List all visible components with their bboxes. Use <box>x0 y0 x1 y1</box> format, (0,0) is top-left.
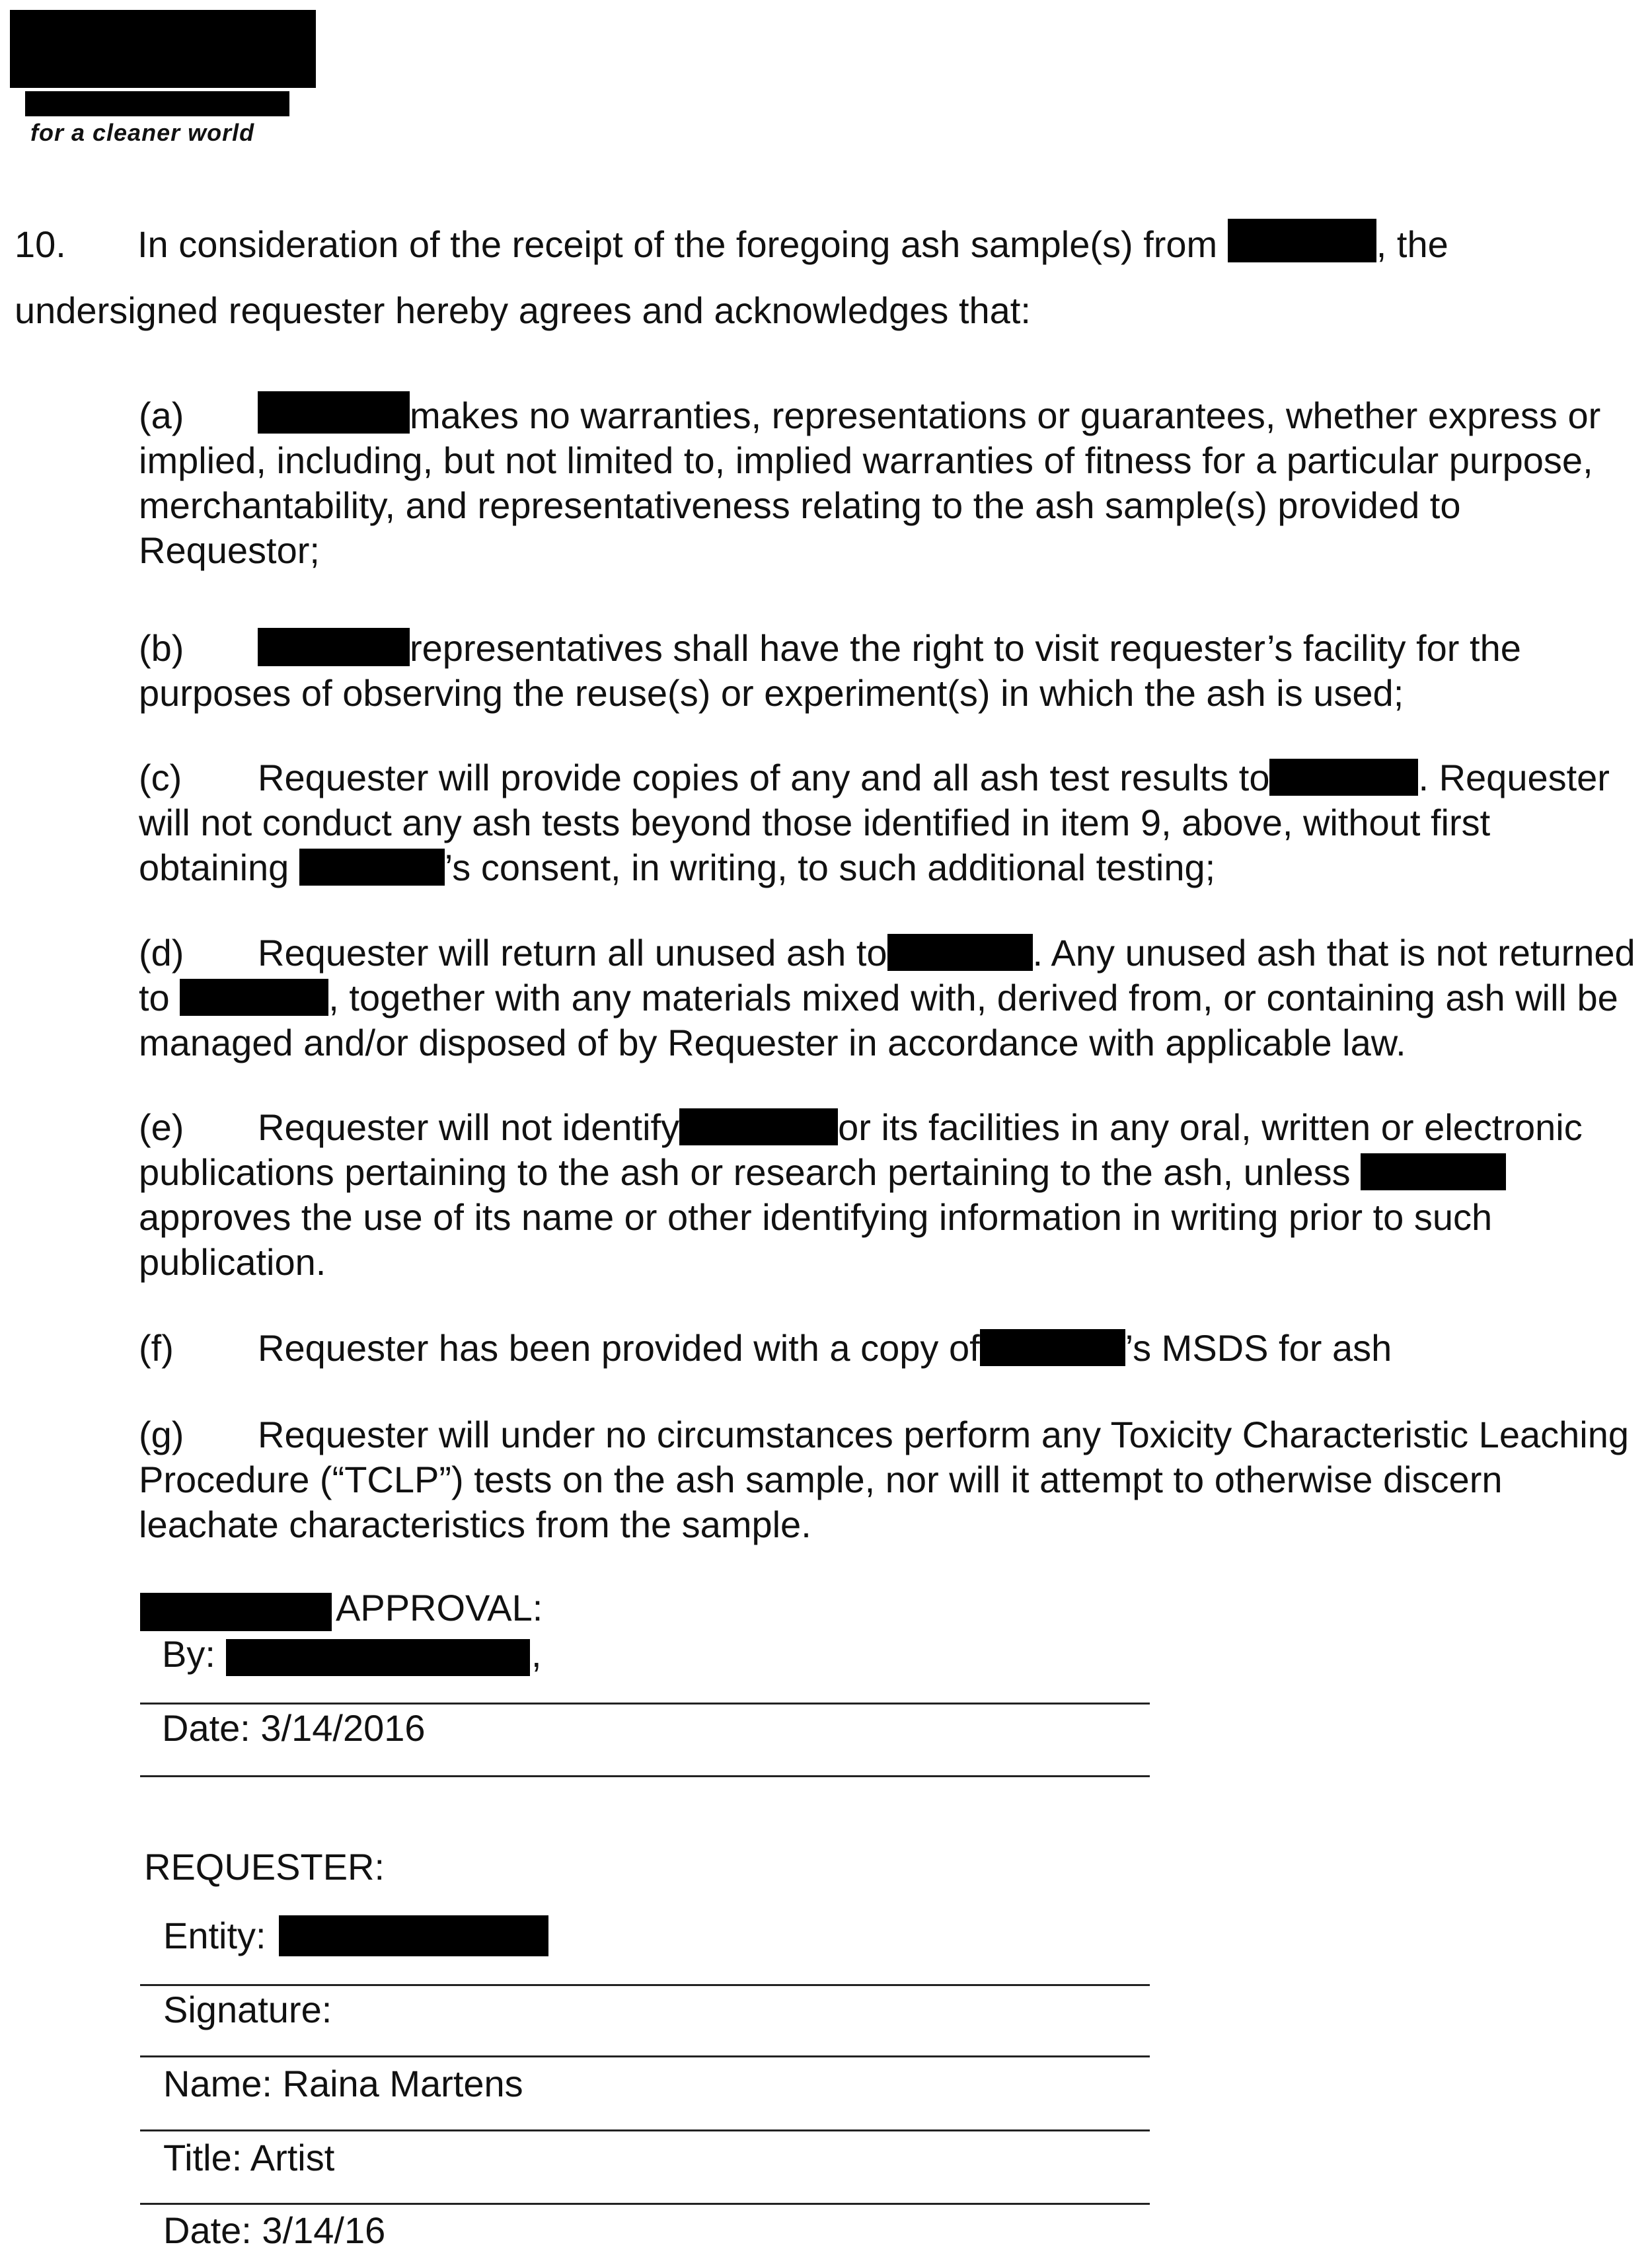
clause-text: Requester will return all unused ash to <box>258 932 887 974</box>
clause-text: Requester will not identify <box>258 1106 680 1148</box>
clause-text: Requester will provide copies of any and all ash test results to <box>258 757 1270 798</box>
clause-f <box>139 1326 1639 1371</box>
approval-by-label: By: <box>162 1633 215 1675</box>
paragraph-number: 10. <box>15 223 66 265</box>
requester-signature-label: Signature: <box>163 1989 332 2030</box>
requester-name <box>163 2062 523 2105</box>
clause-e <box>139 1105 1639 1285</box>
clause-text: or its facilities in any oral, written or electronic publications pertaining to the ash or research pertaining to the ash, unless <box>139 1106 1583 1193</box>
clause-label: (f) <box>139 1327 174 1369</box>
requester-entity-label: Entity: <box>163 1915 266 1956</box>
clause-text: ’s consent, in writing, to such additional testing; <box>444 847 1216 888</box>
clause-text: . Requester will not conduct any ash tests beyond those identified in item 9, above, without first obtaining <box>139 757 1610 888</box>
clause-text: representatives shall have the right to visit requester’s facility for the purposes of observing the reuse(s) or experiment(s) in which the ash is used; <box>139 627 1521 714</box>
redaction <box>1269 759 1418 796</box>
clause-label: (d) <box>139 932 184 974</box>
redaction <box>258 391 410 434</box>
redacted-company-approval <box>140 1593 332 1631</box>
requester-heading: REQUESTER: <box>144 1846 385 1888</box>
requester-signature-line <box>140 2055 1150 2057</box>
requester-title-line <box>140 2203 1150 2205</box>
clause-a <box>139 391 1639 573</box>
redacted-approver-name <box>226 1639 530 1676</box>
paragraph-text-before: In consideration of the receipt of the foregoing ash sample(s) from <box>137 223 1218 265</box>
requester-date <box>163 2209 385 2252</box>
redaction <box>299 849 445 886</box>
redaction <box>180 979 328 1016</box>
redaction <box>1361 1153 1506 1190</box>
requester-name-label: Name: <box>163 2063 272 2104</box>
paragraph-text-after: , the <box>1376 223 1448 265</box>
clause-label: (b) <box>139 627 184 669</box>
redaction <box>980 1329 1125 1366</box>
requester-title-label: Title: <box>163 2137 243 2178</box>
redacted-company-name <box>25 91 289 116</box>
approval-heading: APPROVAL: <box>336 1587 543 1629</box>
approval-date-line <box>140 1775 1150 1777</box>
requester-title-value: Artist <box>250 2137 335 2178</box>
redaction <box>258 628 410 666</box>
clause-c <box>139 755 1639 890</box>
requester-name-line <box>140 2129 1150 2131</box>
clause-text: . Any unused ash that is not returned to <box>139 932 1635 1018</box>
approval-date <box>162 1706 426 1749</box>
requester-date-label: Date: <box>163 2209 252 2251</box>
clause-b <box>139 626 1639 716</box>
redaction <box>1228 219 1376 262</box>
redaction <box>887 934 1033 971</box>
requester-name-value: Raina Martens <box>282 2063 523 2104</box>
clause-label: (g) <box>139 1414 184 1455</box>
clause-text: approves the use of its name or other identifying information in writing prior to such publication. <box>139 1196 1493 1283</box>
requester-entity-line <box>140 1984 1150 1986</box>
clause-text: Requester has been provided with a copy of <box>258 1327 980 1369</box>
redaction <box>679 1108 838 1145</box>
approval-date-value: 3/14/2016 <box>260 1707 426 1749</box>
clause-text: makes no warranties, representations or guarantees, whether express or implied, including, but not limited to, implied warranties of fitness for a particular purpose, merchantability, and representativeness relating to the ash sample(s) provided to Requestor; <box>139 395 1601 571</box>
approval-by-line <box>140 1703 1150 1705</box>
requester-date-value: 3/14/16 <box>262 2209 386 2251</box>
paragraph-10 <box>15 211 1627 344</box>
approval-date-label: Date: <box>162 1707 250 1749</box>
clause-text: Requester will under no circumstances perform any Toxicity Characteristic Leaching Procedure (“TCLP”) tests on the ash sample, nor will it attempt to otherwise discern leachate characteristics from the sample. <box>139 1414 1629 1545</box>
clause-label: (c) <box>139 757 182 798</box>
clause-d <box>139 931 1639 1065</box>
clause-g <box>139 1412 1639 1547</box>
tagline: for a cleaner world <box>30 119 255 146</box>
clause-text: , together with any materials mixed with, derived from, or containing ash will be managed and/or disposed of by Requester in accordance with applicable law. <box>139 977 1618 1063</box>
redacted-entity <box>279 1915 548 1956</box>
clause-label: (e) <box>139 1106 184 1148</box>
clause-text: ’s MSDS for ash <box>1125 1327 1392 1369</box>
redacted-logo <box>10 10 316 88</box>
paragraph-text-line2: undersigned requester hereby agrees and acknowledges that: <box>15 289 1031 331</box>
approval-by-suffix: , <box>531 1633 542 1675</box>
clause-label: (a) <box>139 395 184 436</box>
requester-title <box>163 2136 334 2179</box>
